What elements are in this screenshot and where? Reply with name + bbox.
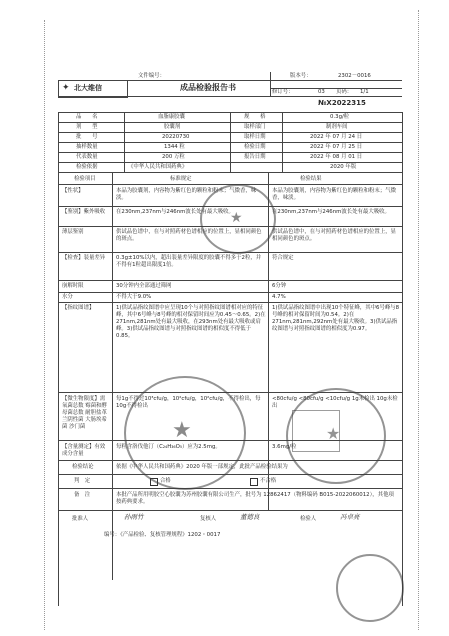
basis-label: 检验依据 xyxy=(76,164,98,170)
approver-label: 批准人 xyxy=(72,516,89,522)
row-1-standard: 本品为胶囊剂，内容物为紫红色的颗粒和粉末；气微香，味淡。 xyxy=(116,188,257,201)
stamp-star-icon: ★ xyxy=(172,418,192,443)
remarks-label: 备 注 xyxy=(74,492,91,498)
inspector-signature: 冯卓亮 xyxy=(340,513,360,521)
lot-qty-value: 200 万粒 xyxy=(162,154,185,160)
footer-code: 编号：《产品检验、复核管理规程》1202・0017 xyxy=(104,532,221,538)
reviewer-label: 复核人 xyxy=(200,516,217,522)
row-6-standard: 不得大于9.0% xyxy=(116,294,152,300)
report-number: №X2022315 xyxy=(318,99,366,107)
spec-value: 0.3g/粒 xyxy=(330,114,350,120)
sample-date-value: 2022 年 07 月 24 日 xyxy=(310,134,363,140)
stamp-trade-company xyxy=(286,388,386,484)
stamp-star-icon: ★ xyxy=(230,210,243,226)
company-logo-text: 北大维信 xyxy=(74,84,102,92)
stamp-star-icon: ★ xyxy=(326,424,341,443)
row-3-item: 薄层鉴别 xyxy=(62,229,84,235)
basis-value: 《中华人民共和国药典》 xyxy=(128,164,188,170)
qualified-label: 合格 xyxy=(160,478,171,484)
row-6-item: 水分 xyxy=(62,294,73,300)
inspect-date-label: 检验日期 xyxy=(244,144,266,150)
batch-value: 20220730 xyxy=(162,134,190,140)
inspect-date-value: 2022 年 07 月 25 日 xyxy=(310,144,363,150)
file-no-label: 文件编号： xyxy=(138,73,165,79)
page-label: 页码： xyxy=(336,89,353,95)
row-9-item: 【含量测定】有效成分含量 xyxy=(62,444,106,457)
product-value: 血脂康胶囊 xyxy=(158,114,185,120)
row-1-item: 【性状】 xyxy=(62,188,84,194)
col-head-standard: 标准规定 xyxy=(170,176,192,182)
row-7-standard: 1)供试品指纹图谱中应呈现10个与对照指纹图谱相对应的特征峰，其中6号峰与8号峰的相对保留时间应为0.45～0.65。2)在271nm,281nm处有最大吸收，在293nm处有最大吸收或肩峰。3)供试品指纹图谱与对照指纹图谱的相似度不得低于0.85。 xyxy=(116,305,266,339)
row-3-standard: 供试品色谱中，在与对照药材色谱相应的位置上，显相同颜色的斑点。 xyxy=(116,229,262,242)
conclusion-label: 检验结论 xyxy=(72,464,94,470)
file-no-value: 2302－0016 xyxy=(338,73,371,79)
row-8-result: <80cfu/g <80cfu/g <10cfu/g 1g未检出 10g未检出 xyxy=(272,396,398,409)
row-5-result: 6分钟 xyxy=(272,283,287,289)
unqualified-label: 不合格 xyxy=(260,478,277,484)
row-6-result: 4.7% xyxy=(272,294,286,300)
page-value: 1/1 xyxy=(360,89,369,95)
page-title: 成品检验报告书 xyxy=(180,83,236,92)
logo-icon: ✦ xyxy=(62,83,70,93)
file-no-edition-label: 版本号： xyxy=(290,73,312,79)
row-5-standard: 30分钟内全部通过筛网 xyxy=(116,283,172,289)
approver-signature: 孙雨竹 xyxy=(124,513,144,521)
row-9-result: 3.6mg/粒 xyxy=(272,444,297,450)
row-2-item: 【鉴别】紫外吸收 xyxy=(62,209,106,215)
stamp-quality-dept xyxy=(200,184,276,254)
dept-label: 取样部门 xyxy=(244,124,266,130)
row-2-result: 在230nm,237nm与246nm波长处有最大吸收。 xyxy=(272,209,390,215)
row-3-result: 供试品色谱中，在与对照药材色谱相应的位置上，显相同颜色的斑点。 xyxy=(272,229,396,242)
page-edge-right xyxy=(418,10,419,630)
row-4-result: 符合规定 xyxy=(272,255,294,261)
sample-date-label: 取样日期 xyxy=(244,134,266,140)
revision-label: 修订号： xyxy=(272,89,294,95)
product-label: 品 名 xyxy=(76,114,98,120)
conclusion-text: 依据《中华人民共和国药典》2020 年版一部规定，此批产品检验结果为 xyxy=(116,464,288,470)
form-label: 剂 型 xyxy=(76,124,98,130)
dept-value: 制剂车间 xyxy=(326,124,348,130)
row-8-item: 【微生物限度】需氧菌总数 霉菌和酵母菌总数 耐胆盐革兰阴性菌 大肠埃希菌 沙门菌 xyxy=(62,396,107,430)
row-7-result: 1)供试品指纹图谱中出现10个特征峰，其中6号峰与8号峰的相对保留时间为0.54。2)在271nm,281nm,292nm处有最大吸收。3)供试品指纹图谱与对照指纹图谱的相似度为0.97。 xyxy=(272,305,400,332)
row-5-item: 崩解时限 xyxy=(62,283,84,289)
row-4-standard: 0.3g±10%以内，超出装量差异限度的胶囊不得多于2粒，并不得有1粒超出限度1倍。 xyxy=(116,255,262,268)
sample-qty-value: 1344 粒 xyxy=(164,144,185,150)
lot-qty-label: 代表数量 xyxy=(76,154,98,160)
col-head-result: 检验结果 xyxy=(300,176,322,182)
row-9-standard: 每粒含洛伐他汀（C₂₄H₃₆O₅）应为2.5mg。 xyxy=(116,444,221,450)
batch-label: 批 号 xyxy=(76,134,98,140)
row-2-standard: 在230nm,237nm与246nm波长处有最大吸收。 xyxy=(116,209,234,215)
remarks-text: 本批产品所用明胶空心胶囊为苏州胶囊有限公司生产，批号为 12862417（物料编码 B015-2022060012），其他项按药典要求。 xyxy=(116,492,394,505)
spec-label: 规 格 xyxy=(244,114,266,120)
col-head-item: 检验项目 xyxy=(74,176,96,182)
sample-qty-label: 抽样数量 xyxy=(76,144,98,150)
row-7-item: 【指纹图谱】 xyxy=(62,305,95,311)
row-4-item: 【检查】装量差异 xyxy=(62,255,106,261)
inspector-label: 检验人 xyxy=(300,516,317,522)
stamp-lab-seal xyxy=(124,376,246,490)
reviewer-signature: 董德良 xyxy=(240,513,260,521)
stamp-bottom-right xyxy=(336,554,404,622)
row-1-result: 本品为胶囊剂，内容物为紫红色的颗粒和粉末；气微香，味淡。 xyxy=(272,188,396,201)
form-value: 胶囊剂 xyxy=(164,124,181,130)
row-8-standard: 每1g不得过10³cfu/g，10²cfu/g，10²cfu/g，不得检出，每10g不得检出 xyxy=(116,396,261,409)
edition-value: 03 xyxy=(318,89,325,95)
report-date-label: 报告日期 xyxy=(244,154,266,160)
unqualified-checkbox[interactable] xyxy=(250,478,258,486)
page-edge-left xyxy=(44,20,45,630)
report-date-value: 2022 年 08 月 01 日 xyxy=(310,154,363,160)
decision-label: 判 定 xyxy=(74,478,91,484)
basis-tail: 2020 年版 xyxy=(330,164,357,170)
